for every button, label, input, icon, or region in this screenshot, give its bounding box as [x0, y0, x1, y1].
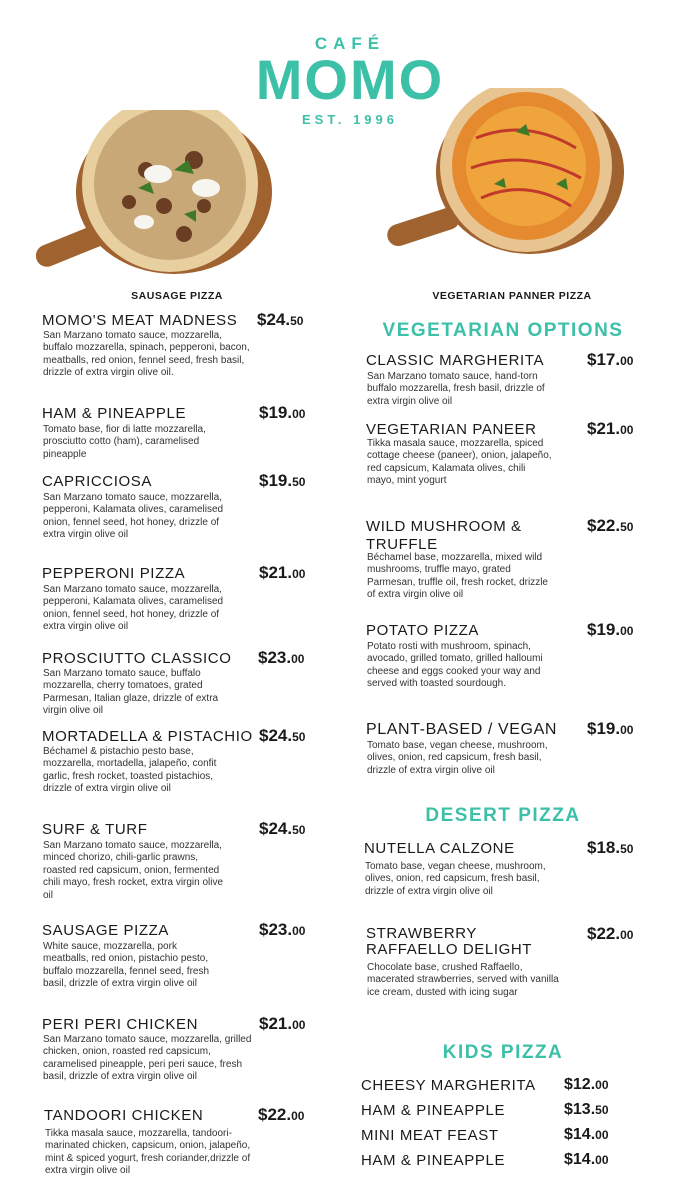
item-name: VEGETARIAN PANEER	[366, 421, 537, 438]
logo-momo-text: MOMO	[255, 48, 445, 111]
item-name: TANDOORI CHICKEN	[44, 1107, 204, 1124]
item-description: Tomato base, vegan cheese, mushroom, olives, onion, red capsicum, fresh basil, drizzle of extra virgin olive oil	[365, 861, 546, 897]
item-description: Béchamel base, mozzarella, mixed wild mushrooms, truffle mayo, grated Parmesan, truffle oil, fresh rocket, drizzle of extra virgin olive oil	[367, 552, 548, 601]
item-description: San Marzano tomato sauce, buffalo mozzarella, cherry tomatoes, grated Parmesan, Italian glaze, drizzle of extra virgin olive oil	[43, 668, 219, 717]
kids-menu-item	[361, 1127, 621, 1149]
item-name: MOMO'S MEAT MADNESS	[42, 312, 238, 329]
item-price: $21.00	[259, 563, 306, 582]
vegetarian-paneer-pizza-image	[386, 88, 626, 263]
item-name: SURF & TURF	[42, 821, 148, 838]
item-description: San Marzano tomato sauce, mozzarella, grilled chicken, onion, roasted red capsicum, caramelised pineapple, peri peri sauce, fresh basil, drizzle of extra virgin olive oil	[43, 1034, 252, 1083]
vegetarian-pizza-caption: VEGETARIAN PANNER PIZZA	[432, 290, 592, 302]
item-price: $17.00	[587, 350, 634, 369]
item-name: HAM & PINEAPPLE	[361, 1152, 506, 1169]
item-description: Tomato base, vegan cheese, mushroom, olives, onion, red capsicum, fresh basil, drizzle of extra virgin olive oil	[367, 740, 548, 776]
item-price: $19.00	[259, 403, 306, 422]
item-description: San Marzano tomato sauce, mozzarella, minced chorizo, chili-garlic prawns, roasted red capsicum, onion, fermented chili mayo, fresh rocket, extra virgin olive oil	[43, 840, 224, 901]
item-price: $21.00	[587, 419, 634, 438]
vegetarian-options-heading: VEGETARIAN OPTIONS	[382, 320, 624, 341]
sausage-pizza-caption: SAUSAGE PIZZA	[131, 290, 223, 302]
item-price: $24.50	[259, 726, 306, 745]
item-price: $22.00	[258, 1105, 305, 1124]
item-name: CAPRICCIOSA	[42, 473, 152, 490]
item-description: San Marzano tomato sauce, mozzarella, buffalo mozzarella, spinach, pepperoni, bacon, meatballs, red onion, fennel seed, fresh basil, drizzle of extra virgin olive oil.	[43, 330, 250, 379]
item-description: Béchamel & pistachio pesto base, mozzarella, mortadella, jalapeño, confit garlic, fresh rocket, toasted pistachios, drizzle of extra virgin olive oil	[43, 746, 217, 795]
item-name: NUTELLA CALZONE	[364, 840, 515, 857]
item-price: $14.00	[564, 1151, 609, 1168]
logo-est-text: EST. 1996	[302, 112, 398, 127]
item-description: San Marzano tomato sauce, mozzarella, pepperoni, Kalamata olives, caramelised onion, fennel seed, hot honey, drizzle of extra virgin olive oil	[43, 584, 224, 633]
item-price: $24.50	[259, 819, 306, 838]
desert-pizza-heading: DESERT PIZZA	[425, 805, 581, 826]
item-price: $23.00	[259, 920, 306, 939]
item-name: CLASSIC MARGHERITA	[366, 352, 545, 369]
item-description: San Marzano tomato sauce, mozzarella, pepperoni, Kalamata olives, caramelised onion, fennel seed, hot honey, drizzle of extra virgin olive oil	[43, 492, 224, 541]
item-price: $19.50	[259, 471, 306, 490]
item-name: SAUSAGE PIZZA	[42, 922, 169, 939]
sausage-pizza-image	[34, 110, 274, 280]
item-price: $23.00	[258, 648, 305, 667]
item-price: $24.50	[257, 310, 304, 329]
item-name: MINI MEAT FEAST	[361, 1127, 499, 1144]
item-price: $21.00	[259, 1014, 306, 1033]
item-price: $19.00	[587, 719, 634, 738]
item-name: PERI PERI CHICKEN	[42, 1016, 199, 1033]
item-description: Tikka masala sauce, mozzarella, spiced cottage cheese (paneer), onion, jalapeño, red capsicum, Kalamata olives, chili mayo, mint yogurt	[367, 438, 552, 487]
item-description: White sauce, mozzarella, pork meatballs, red onion, pistachio pesto, buffalo mozzarella, fennel seed, fresh basil, drizzle of extra virgin olive oil	[43, 941, 210, 990]
kids-pizza-heading: KIDS PIZZA	[442, 1042, 564, 1063]
item-description: Tomato base, fior di latte mozzarella, prosciutto cotto (ham), caramelised pineapple	[43, 424, 206, 460]
item-name: MORTADELLA & PISTACHIO	[42, 728, 253, 745]
item-price: $13.50	[564, 1101, 609, 1118]
item-price: $18.50	[587, 838, 634, 857]
item-price: $19.00	[587, 620, 634, 639]
kids-menu-item	[361, 1102, 621, 1124]
item-price: $22.00	[587, 924, 634, 943]
item-price: $22.50	[587, 516, 634, 535]
logo-cafe-text: CAFÉ	[314, 34, 386, 53]
item-name: PROSCIUTTO CLASSICO	[42, 650, 232, 667]
item-price: $12.00	[564, 1076, 609, 1093]
kids-menu-item	[361, 1152, 621, 1174]
item-name: WILD MUSHROOM & TRUFFLE	[366, 518, 522, 553]
kids-menu-item	[361, 1077, 621, 1099]
item-name: STRAWBERRY RAFFAELLO DELIGHT	[366, 925, 533, 958]
item-description: Potato rosti with mushroom, spinach, avocado, grilled tomato, grilled halloumi cheese and eggs cooked your way and served with toasted sourdough.	[367, 641, 543, 690]
item-description: San Marzano tomato sauce, hand-torn buffalo mozzarella, fresh basil, drizzle of extra virgin olive oil	[367, 371, 545, 407]
item-name: HAM & PINEAPPLE	[42, 405, 187, 422]
item-description: Chocolate base, crushed Raffaello, macerated strawberries, served with vanilla ice cream, dusted with icing sugar	[367, 962, 559, 998]
item-price: $14.00	[564, 1126, 609, 1143]
item-name: HAM & PINEAPPLE	[361, 1102, 506, 1119]
item-name: POTATO PIZZA	[366, 622, 480, 639]
item-name: PEPPERONI PIZZA	[42, 565, 186, 582]
item-name: CHEESY MARGHERITA	[361, 1077, 536, 1094]
item-name: PLANT-BASED / VEGAN	[366, 721, 558, 738]
item-description: Tikka masala sauce, mozzarella, tandoori-marinated chicken, capsicum, onion, jalapeño, mint & spiced yogurt, fresh coriander,drizzle of extra virgin olive oil	[45, 1128, 251, 1177]
